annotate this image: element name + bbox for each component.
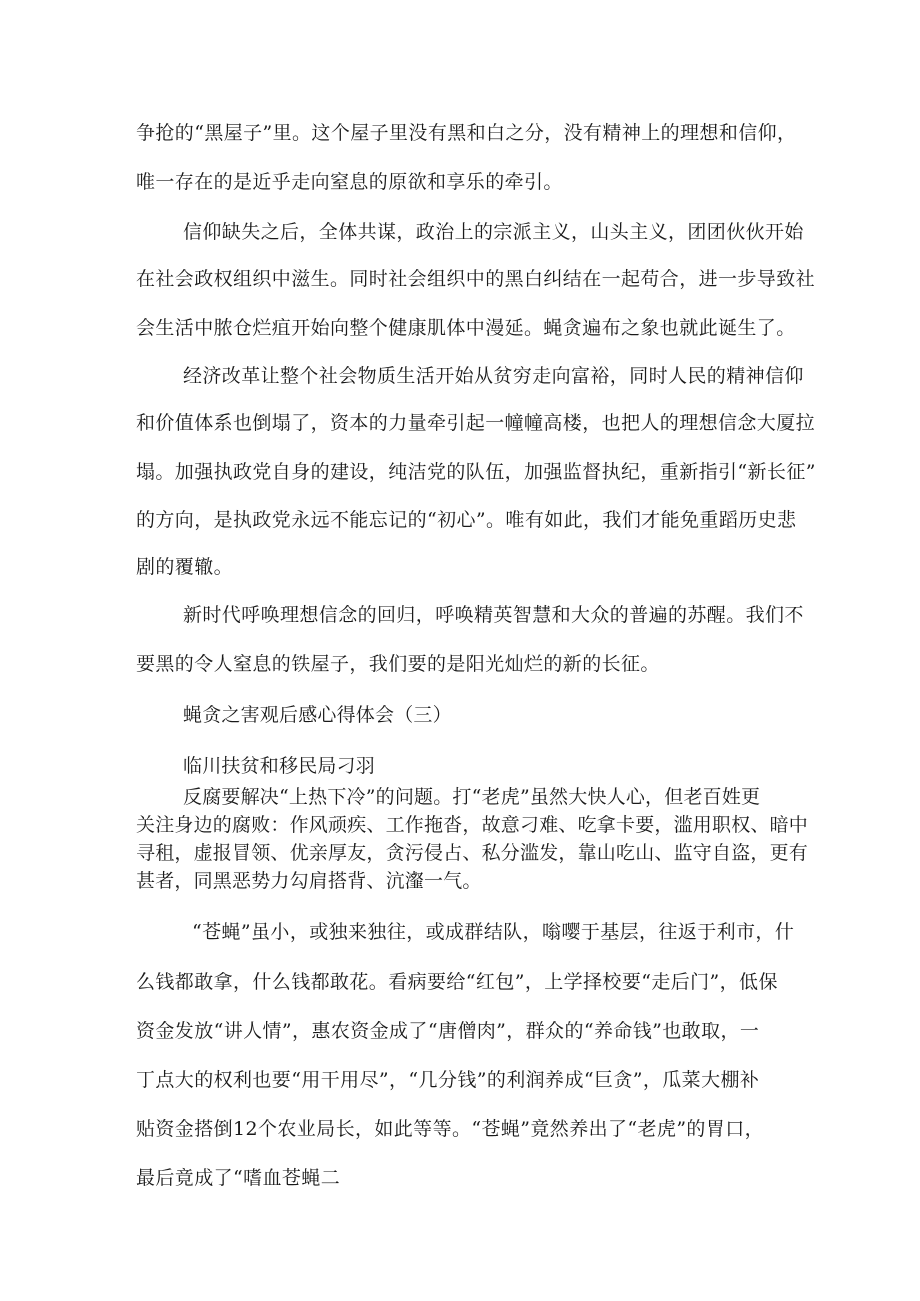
paragraph-1-line-2: 唯一存在的是近乎走向窒息的原欲和享乐的牵引。 xyxy=(136,171,563,193)
paragraph-3-line-1: 经济改革让整个社会物质生活开始从贫穷走向富裕，同时人民的精神信仰 xyxy=(183,365,804,387)
paragraph-6-line-4: 丁点大的权利也要“用干用尽”，“几分钱”的利润养成“巨贪”，瓜菜大棚补 xyxy=(136,1069,760,1091)
paragraph-6-line-1: “苍蝇”虽小，或独来独往，或成群结队，嗡嘤于基层，往返于利市，什 xyxy=(192,921,795,943)
paragraph-6-line-3: 资金发放“讲人情”，惠农资金成了“唐僧肉”，群众的“养命钱”也敢取，一 xyxy=(136,1020,760,1042)
paragraph-2-line-1: 信仰缺失之后，全体共谋，政治上的宗派主义，山头主义，团团伙伙开始 xyxy=(183,221,804,243)
paragraph-2-line-2: 在社会政权组织中滋生。同时社会组织中的黑白纠结在一起苟合，进一步导致社 xyxy=(136,268,816,290)
paragraph-6-line-2: 么钱都敢拿，什么钱都敢花。看病要给“红包”，上学择校要“走后门”，低保 xyxy=(136,971,778,993)
paragraph-6-line-6: 最后竟成了“嗜血苍蝇二 xyxy=(136,1167,341,1189)
paragraph-1-line-1: 争抢的“黑屋子”里。这个屋子里没有黑和白之分，没有精神上的理想和信仰， xyxy=(136,122,797,144)
paragraph-2-line-3: 会生活中脓仓烂疽开始向整个健康肌体中漫延。蝇贪遍布之象也就此诞生了。 xyxy=(136,317,796,339)
paragraph-3-line-3: 塌。加强执政党自身的建设，纯洁党的队伍，加强监督执纪，重新指引“新长征” xyxy=(136,461,816,483)
paragraph-5-line-2: 关注身边的腐败：作风顽疾、工作拖沓，故意刁难、吃拿卡要，滥用职权、暗中 xyxy=(136,814,809,836)
paragraph-4-line-1: 新时代呼唤理想信念的回归，呼唤精英智慧和大众的普遍的苏醒。我们不 xyxy=(183,604,804,626)
paragraph-3-line-5: 剧的覆辙。 xyxy=(136,556,234,578)
paragraph-5-line-4: 甚者，同黑恶势力勾肩搭背、沆瀣一气。 xyxy=(136,870,482,892)
author-line: 临川扶贫和移民局刁羽 xyxy=(183,755,376,777)
paragraph-6-line-5: 贴资金搭倒12个农业局长，如此等等。“苍蝇”竟然养出了“老虎”的胃口， xyxy=(136,1118,765,1140)
section-heading: 蝇贪之害观后感心得体会（三） xyxy=(183,704,452,726)
paragraph-3-line-4: 的方向，是执政党永远不能忘记的“初心”。唯有如此，我们才能免重蹈历史悲 xyxy=(136,509,797,531)
paragraph-5-line-3: 寻租，虚报冒领、优亲厚友，贪污侵占、私分滥发，靠山吃山、监守自盗，更有 xyxy=(136,842,809,864)
paragraph-3-line-2: 和价值体系也倒塌了，资本的力量牵引起一幢幢高楼，也把人的理想信念大厦拉 xyxy=(136,412,816,434)
paragraph-4-line-2: 要黑的令人窒息的铁屋子，我们要的是阳光灿烂的新的长征。 xyxy=(136,653,660,675)
paragraph-5-line-1: 反腐要解决“上热下冷”的问题。打“老虎”虽然大快人心，但老百姓更 xyxy=(183,786,761,808)
